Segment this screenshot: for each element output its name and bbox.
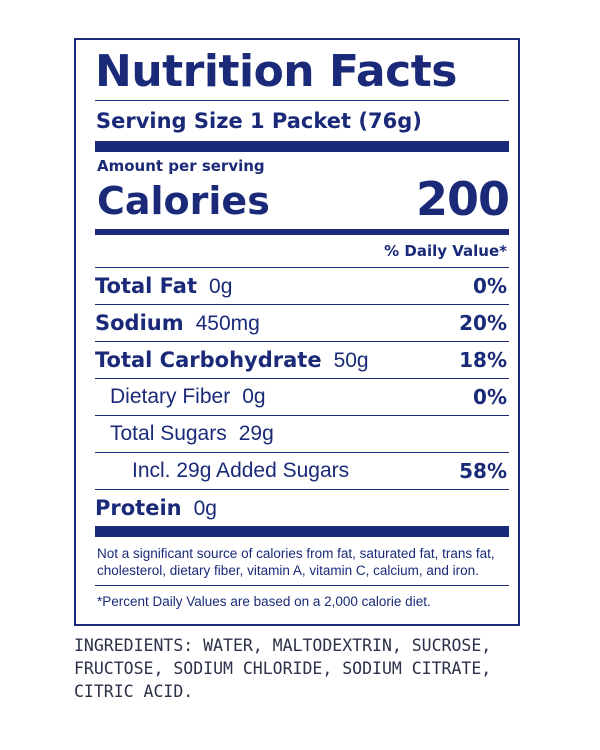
ingredients-line: INGREDIENTS: WATER, MALTODEXTRIN, SUCROSE, xyxy=(74,636,492,655)
nutrient-row-total-sugars xyxy=(95,416,509,453)
nutrition-facts-label xyxy=(74,38,520,626)
nutrient-daily-value: 58% xyxy=(459,459,507,483)
nutrient-name: Total Sugars xyxy=(110,422,227,445)
nutrient-row-total-fat xyxy=(95,268,509,305)
nutrient-daily-value: 0% xyxy=(473,274,507,298)
nutrient-name: Dietary Fiber xyxy=(110,385,231,408)
nutrient-row-dietary-fiber xyxy=(95,379,509,416)
label-title: Nutrition Facts xyxy=(95,46,457,97)
nutrient-row-total-carbohydrate xyxy=(95,342,509,379)
nutrient-daily-value: 18% xyxy=(459,348,507,372)
nutrient-name: Protein xyxy=(95,495,182,520)
amount-per-serving: Amount per serving xyxy=(97,157,265,175)
nutrient-name: Incl. 29g Added Sugars xyxy=(132,459,350,482)
footnote-not-significant: Not a significant source of calories from fat, saturated fat, trans fat, cholesterol, dietary fiber, vitamin A, vitamin C, calcium, and iron. xyxy=(97,546,495,578)
ingredients-list xyxy=(74,634,544,703)
nutrient-name: Total Fat xyxy=(95,273,198,298)
calories-label: Calories xyxy=(97,179,270,223)
ingredients-line: CITRIC ACID. xyxy=(74,682,194,701)
nutrient-daily-value: 0% xyxy=(473,385,507,409)
footnote-daily-value: *Percent Daily Values are based on a 2,000 calorie diet. xyxy=(97,594,431,609)
nutrient-row-added-sugars xyxy=(95,453,509,490)
nutrient-amount: 450mg xyxy=(195,311,260,335)
nutrient-name: Sodium xyxy=(95,310,184,335)
divider-thick xyxy=(95,526,509,537)
daily-value-header: % Daily Value* xyxy=(384,242,507,260)
ingredients-line: FRUCTOSE, SODIUM CHLORIDE, SODIUM CITRATE, xyxy=(74,659,492,678)
nutrient-amount: 29g xyxy=(238,422,274,445)
calories-value: 200 xyxy=(415,172,509,226)
nutrient-daily-value: 20% xyxy=(459,311,507,335)
nutrient-amount: 0g xyxy=(193,496,217,520)
calories-row xyxy=(95,172,509,226)
nutrient-row-sodium xyxy=(95,305,509,342)
serving-size: Serving Size 1 Packet (76g) xyxy=(96,109,422,133)
nutrient-name: Total Carbohydrate xyxy=(95,347,322,372)
nutrient-amount: 0g xyxy=(209,274,233,298)
divider-thick xyxy=(95,141,509,152)
nutrient-amount: 0g xyxy=(242,385,266,408)
nutrient-row-protein xyxy=(95,490,509,526)
nutrient-amount: 50g xyxy=(333,348,369,372)
